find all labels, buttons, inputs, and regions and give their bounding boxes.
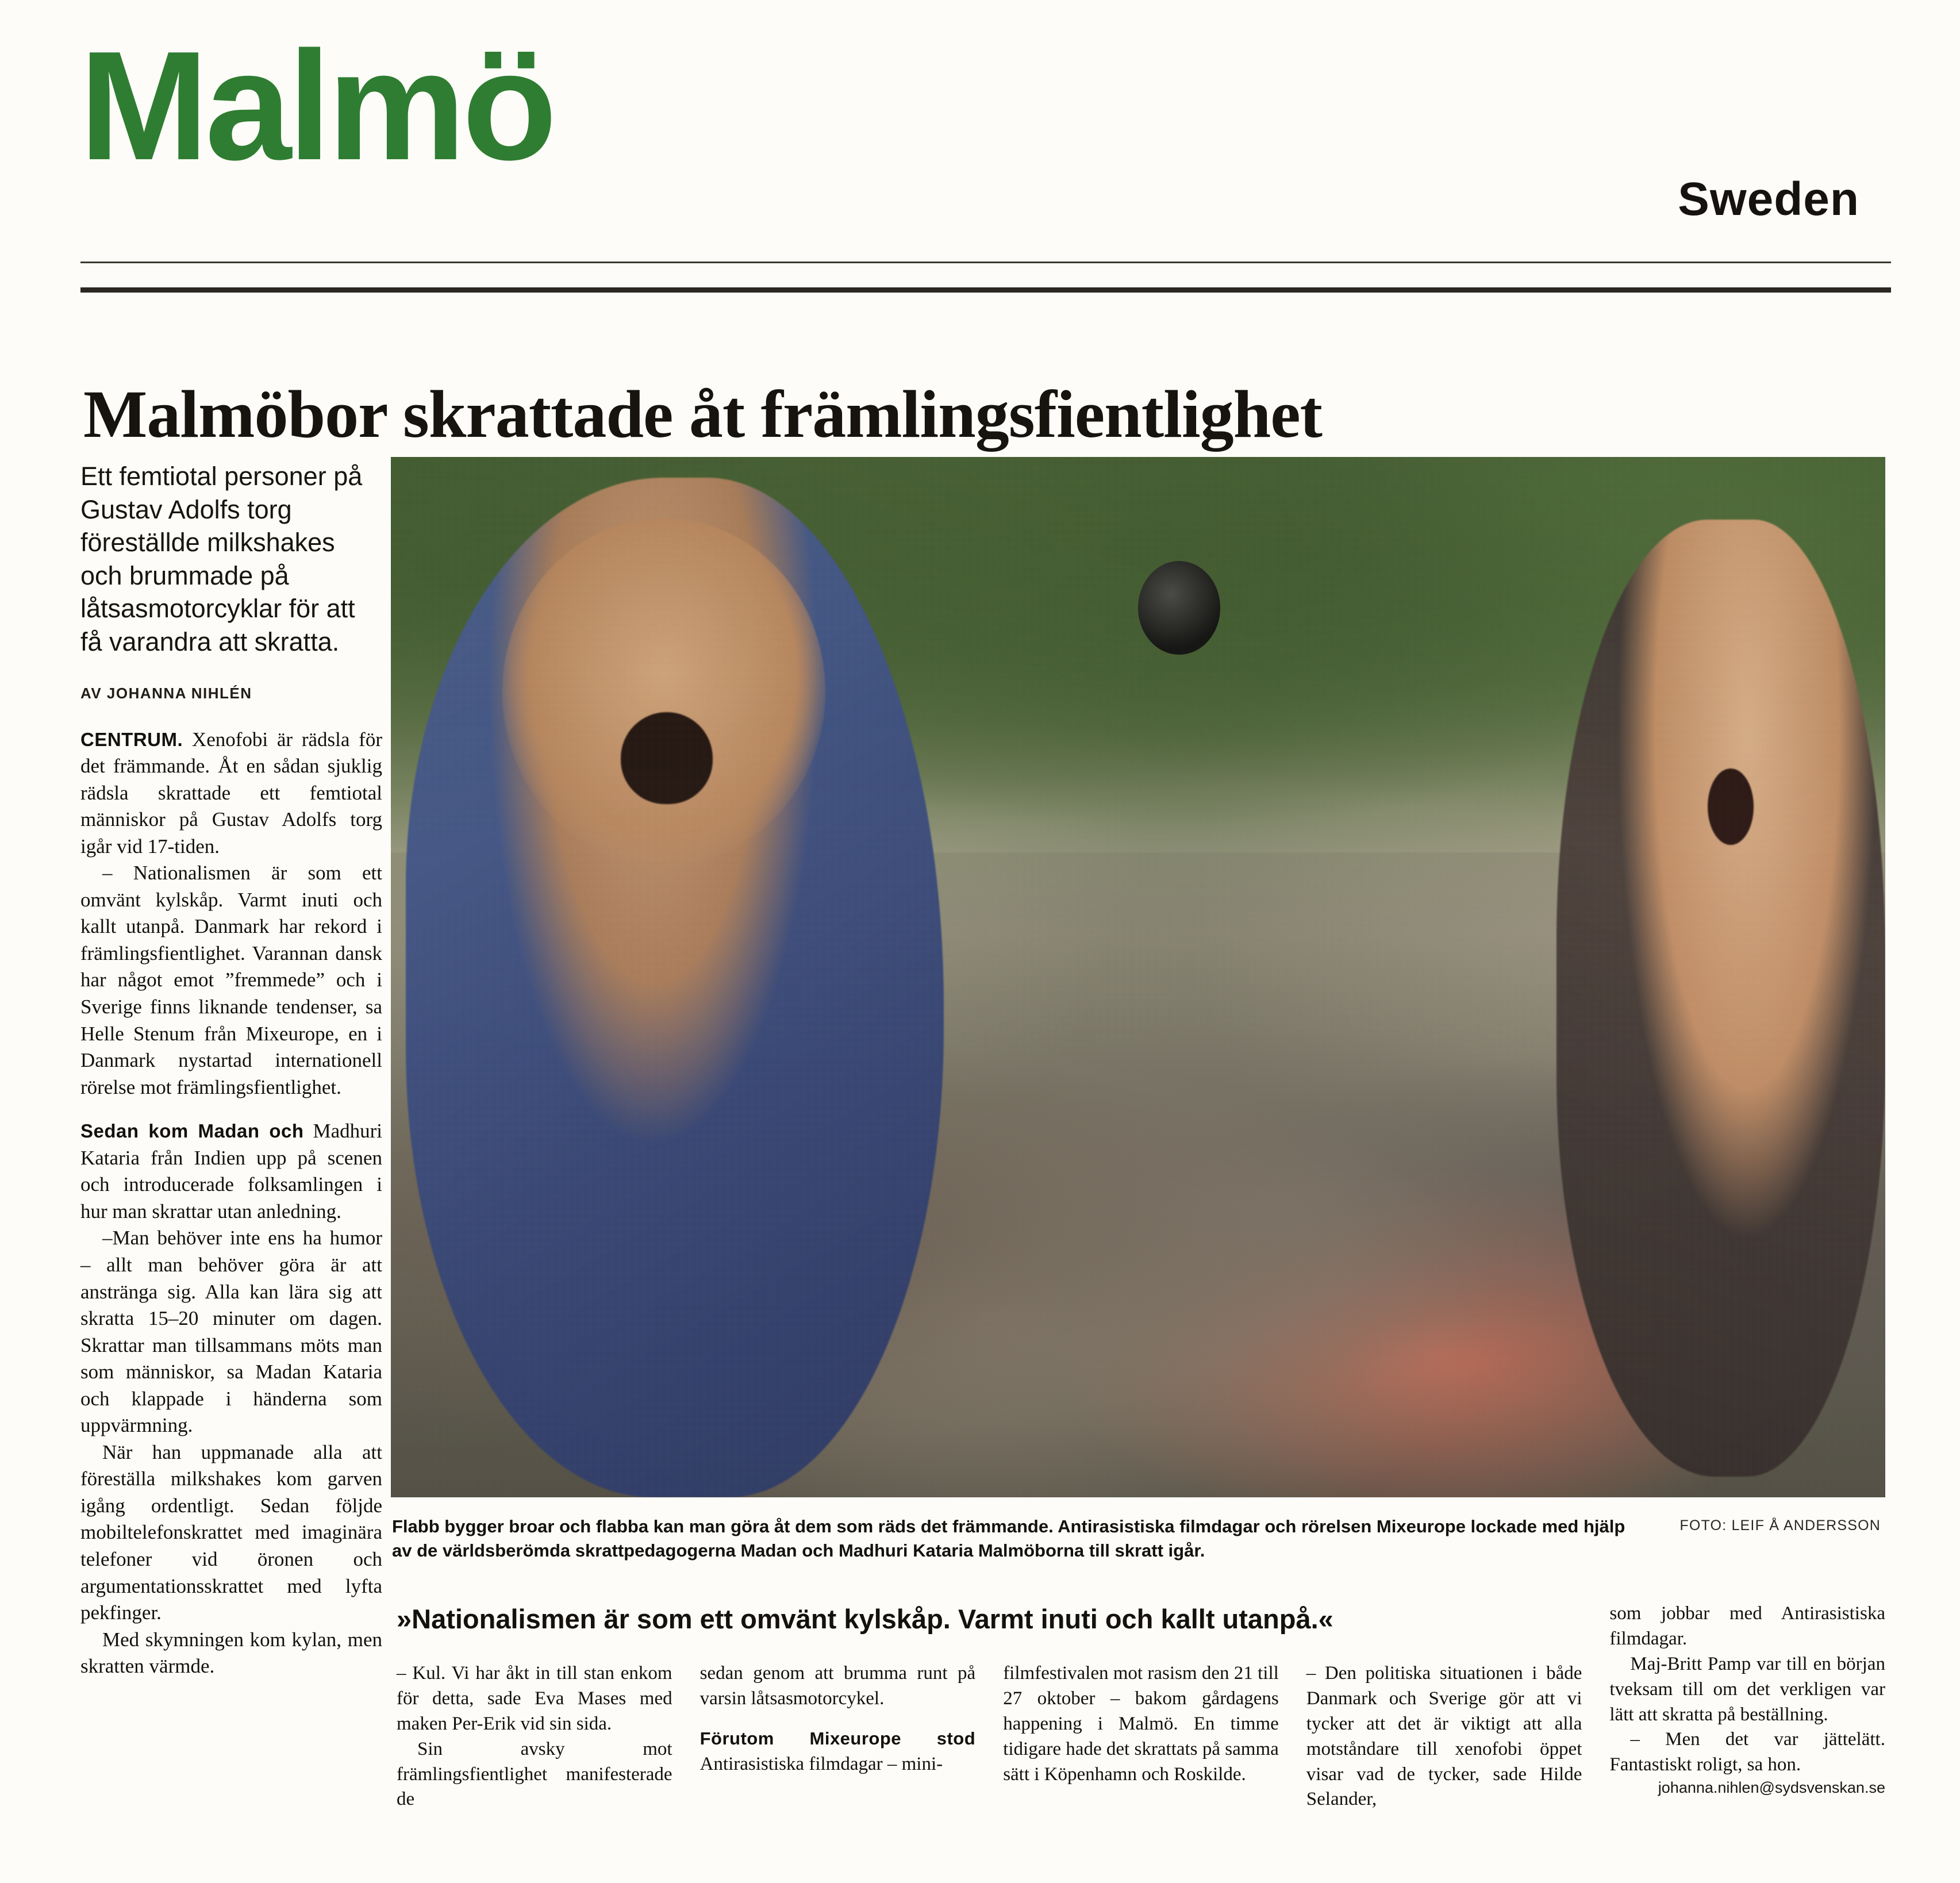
page-title: Malmöbor skrattade åt främlingsfientlighet [83, 376, 1322, 452]
bottom-column-4 [1306, 1661, 1582, 1812]
masthead-rule-thick [80, 287, 1891, 293]
photo-credit: FOTO: LEIF Å ANDERSSON [1680, 1517, 1881, 1534]
body-paragraph-3 [80, 1118, 382, 1225]
bottom-column-3 [1003, 1661, 1279, 1812]
bottom-column-1 [397, 1661, 672, 1812]
bcol2-paragraph-2 [700, 1727, 976, 1777]
body-paragraph-1 [80, 727, 382, 860]
body-paragraph-3-text: Madhuri Kataria från Indien upp på scenen och introducerade folksamlingen i hur man skrattar utan anledning. [80, 1120, 382, 1223]
bcol2-paragraph-2-lead: Förutom Mixeurope stod [700, 1728, 976, 1748]
bcol5-paragraph-1: som jobbar med Antirasistiska filmdagar. [1609, 1603, 1885, 1649]
masthead-rule-thin [80, 262, 1891, 263]
bottom-column-2 [700, 1661, 976, 1812]
bcol5-paragraph-2: Maj-Britt Pamp var till en början tveksam till om det verkligen var lätt att skratta på beställning. [1609, 1653, 1885, 1725]
photo-background [391, 457, 1885, 1497]
bcol1-paragraph-1: – Kul. Vi har åkt in till stan enkom för detta, sade Eva Mases med maken Per-Erik vid sin sida. [397, 1663, 672, 1734]
article-photo [391, 457, 1885, 1497]
body-paragraph-1-lead: CENTRUM. [80, 728, 183, 750]
byline: AV JOHANNA NIHLÉN [80, 684, 252, 702]
bcol4-paragraph-1: – Den politiska situationen i både Danmark och Sverige gör att vi tycker att det är viktigt att alla motståndare till xenofobi öppet visar vad de tycker, sade Hilde Selander, [1306, 1663, 1582, 1810]
body-paragraph-3-lead: Sedan kom Madan och [80, 1120, 304, 1142]
bcol5-paragraph-3: – Men det var jättelätt. Fantastiskt roligt, sa hon. [1609, 1729, 1885, 1776]
masthead [0, 0, 1960, 270]
article-body [80, 727, 382, 1680]
bcol3-paragraph-1: filmfestivalen mot rasism den 21 till 27 oktober – bakom gårdagens happening i Malmö. En timme tidigare hade det skrattats på samma sätt i Köpenhamn och Roskilde. [1003, 1663, 1279, 1785]
masthead-section-label: Sweden [1678, 173, 1859, 225]
author-email[interactable]: johanna.nihlen@sydsvenskan.se [1658, 1779, 1885, 1797]
masthead-title: Malmö [79, 20, 554, 193]
body-paragraph-2: – Nationalismen är som ett omvänt kylskåp. Varmt inuti och kallt utanpå. Danmark har rekord i främlingsfientlighet. Varannan dansk har något emot ”fremmede” och i Sverige finns liknande tendenser, sa Helle Stenum från Mixeurope, en i Danmark nystartad internationell rörelse mot främlingsfientlighet. [80, 862, 382, 1098]
body-paragraph-5: När han uppmanade alla att föreställa milkshakes kom garven igång ordentligt. Sedan följde mobiltelefonskrattet med imaginära telefoner vid öronen och argumentationsskrattet med lyfta pekfinger. [80, 1440, 382, 1624]
pull-quote: »Nationalismen är som ett omvänt kylskåp. Varmt inuti och kallt utanpå.« [397, 1604, 1333, 1634]
photo-caption: Flabb bygger broar och flabba kan man göra åt dem som räds det främmande. Antirasistiska filmdagar och rörelsen Mixeurope lockade med hjälp av de världsberömda skrattpedagogerna Madan och Madhuri Kataria Malmöborna till skratt igår. [392, 1516, 1625, 1561]
bcol2-paragraph-2-text: Antirasistiska filmdagar – mini- [700, 1753, 943, 1774]
body-paragraph-4: –Man behöver inte ens ha humor – allt man behöver göra är att anstränga sig. Alla kan lära sig att skratta 15–20 minuter om dagen. Skrattar man tillsammans möts man som människor, sa Madan Kataria och klappade i händerna som uppvärmning. [80, 1227, 382, 1437]
photo-grain-overlay [391, 457, 1885, 1497]
lead-paragraph: Ett femtiotal personer på Gustav Adolfs torg föreställde milkshakes och brummade på låtsasmotorcyklar för att få varandra att skratta. [80, 462, 363, 656]
body-paragraph-6: Med skymningen kom kylan, men skratten värmde. [80, 1628, 382, 1678]
bcol1-paragraph-2: Sin avsky mot främlingsfientlighet manifesterade de [397, 1738, 672, 1810]
left-column [80, 460, 382, 1680]
bottom-column-5 [1609, 1601, 1885, 1812]
bcol2-paragraph-1: sedan genom att brumma runt på varsin låtsasmotorcykel. [700, 1663, 976, 1709]
body-paragraph-1-text: Xenofobi är rädsla för det främmande. Åt en sådan sjuklig rädsla skrattade ett femtiotal människor på Gustav Adolfs torg igår vid 17-tiden. [80, 728, 382, 858]
